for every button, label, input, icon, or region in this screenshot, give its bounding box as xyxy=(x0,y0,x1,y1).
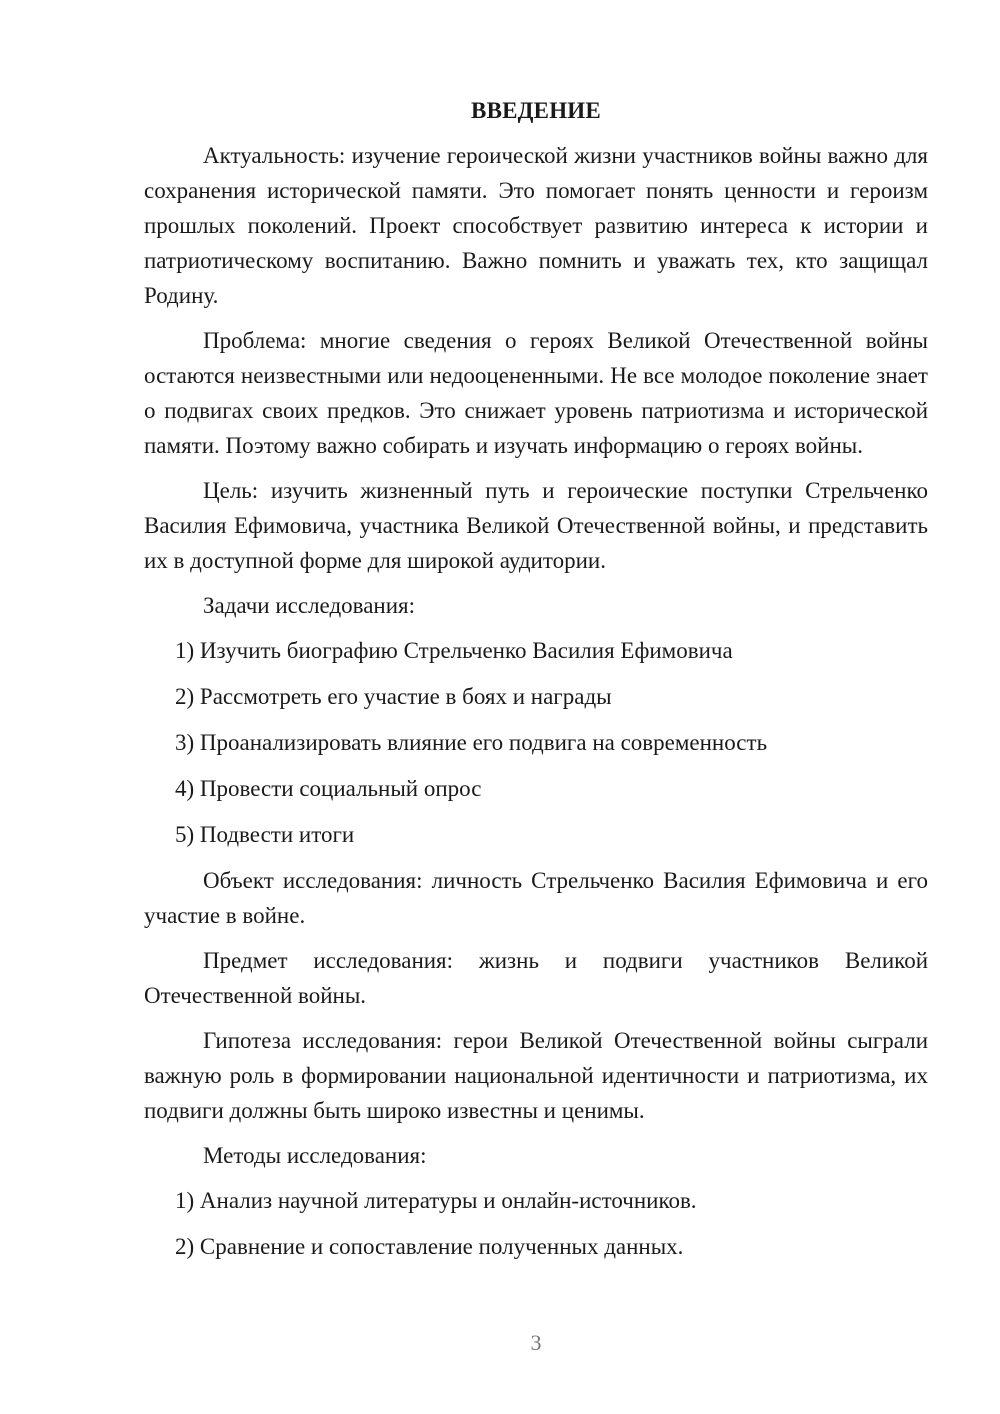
methods-heading: Методы исследования: xyxy=(203,1143,427,1168)
tasks-list xyxy=(144,633,928,853)
methods-list xyxy=(144,1183,928,1265)
goal-paragraph: Цель: изучить жизненный путь и героические поступки Стрельченко Василия Ефимовича, участника Великой Отечественной войны, и представить их в доступной форме для широкой аудитории. xyxy=(144,478,928,573)
list-item: 1) Анализ научной литературы и онлайн-источников. xyxy=(175,1188,697,1213)
object-paragraph: Объект исследования: личность Стрельченко Василия Ефимовича и его участие в войне. xyxy=(144,868,928,928)
section-title: ВВЕДЕНИЕ xyxy=(471,98,601,123)
problem-paragraph: Проблема: многие сведения о героях Великой Отечественной войны остаются неизвестными или недооцененными. Не все молодое поколение знает о подвигах своих предков. Это снижает уровень патриотизма и исторической памяти. Поэтому важно собирать и изучать информацию о героях войны. xyxy=(144,328,928,458)
subject-paragraph: Предмет исследования: жизнь и подвиги участников Великой Отечественной войны. xyxy=(144,948,928,1008)
list-item: 2) Рассмотреть его участие в боях и награды xyxy=(175,684,612,709)
list-item: 3) Проанализировать влияние его подвига на современность xyxy=(175,730,768,755)
list-item: 5) Подвести итоги xyxy=(175,822,355,847)
tasks-heading: Задачи исследования: xyxy=(203,593,416,618)
list-item: 4) Провести социальный опрос xyxy=(175,776,482,801)
list-item: 1) Изучить биографию Стрельченко Василия Ефимовича xyxy=(175,638,733,663)
hypothesis-paragraph: Гипотеза исследования: герои Великой Отечественной войны сыграли важную роль в формировании национальной идентичности и патриотизма, их подвиги должны быть широко известны и ценимы. xyxy=(144,1028,928,1123)
relevance-paragraph: Актуальность: изучение героической жизни участников войны важно для сохранения исторической памяти. Это помогает понять ценности и героизм прошлых поколений. Проект способствует развитию интереса к истории и патриотическому воспитанию. Важно помнить и уважать тех, кто защищал Родину. xyxy=(144,143,928,308)
page-content xyxy=(144,93,928,1275)
list-item: 2) Сравнение и сопоставление полученных данных. xyxy=(175,1234,684,1259)
page-number: 3 xyxy=(530,1330,542,1355)
